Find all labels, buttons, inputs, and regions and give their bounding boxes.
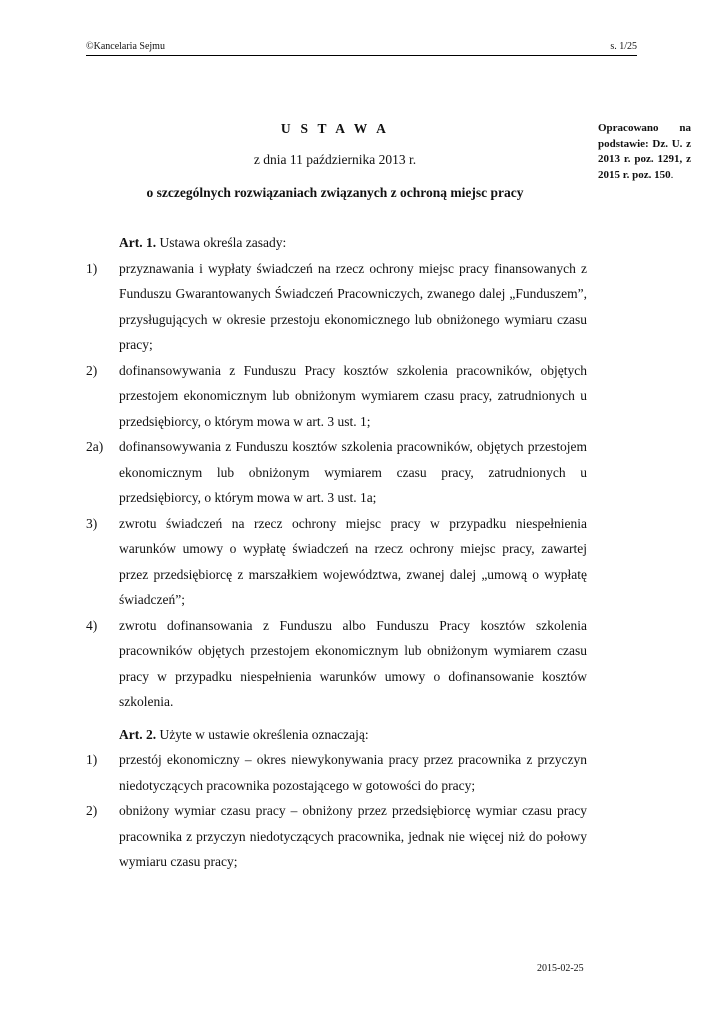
document-body: [86, 230, 587, 875]
article-1-point: [86, 256, 587, 358]
act-date: z dnia 11 października 2013 r.: [253, 152, 417, 167]
page-header: [86, 38, 637, 56]
article-2-point: [86, 747, 587, 798]
point-text: przyznawania i wypłaty świadczeń na rzecz ochrony miejsc pracy finansowanych z Funduszu Gwarantowanych Świadczeń Pracowniczych, zwanego dalej „Funduszem”, przysługujących w okresie przestoju ekonomicznego lub obniżonego wymiaru czasu pracy;: [119, 260, 587, 352]
source-note-period: .: [670, 168, 674, 181]
article-1-intro: [119, 230, 587, 256]
point-number: 2): [86, 362, 98, 378]
article-2-label: Art. 2.: [119, 726, 157, 742]
point-text: dofinansowywania z Funduszu kosztów szkolenia pracowników, objętych przestojem ekonomicznym lub obniżonym wymiarem czasu pracy, zatrudnionych u przedsiębiorcy, o którym mowa w art. 3 ust. 1a;: [119, 439, 587, 505]
act-subject: o szczególnych rozwiązaniach związanych z ochroną miejsc pracy: [146, 185, 524, 200]
footer-date: 2015-02-25: [537, 963, 584, 974]
point-number: 1): [86, 752, 98, 767]
point-text: zwrotu świadczeń na rzecz ochrony miejsc pracy w przypadku niespełnienia warunków umowy o wypłatę świadczeń na rzecz ochrony miejsc pracy, zawartej przez przedsiębiorcę z marszałkiem województwa, zwanej dalej „umową o wypłatę świadczeń”;: [119, 515, 587, 607]
article-1-label: Art. 1.: [119, 235, 157, 250]
article-1-point: [86, 511, 587, 613]
point-text: obniżony wymiar czasu pracy – obniżony przez przedsiębiorcę wymiar czasu pracy pracownika z przyczyn niedotyczących pracownika, jednak nie więcej niż do połowy wymiaru czasu pracy;: [119, 803, 587, 869]
point-text: przestój ekonomiczny – okres niewykonywania pracy przez pracownika z przyczyn niedotyczących pracownika pozostającego w gotowości do pracy;: [119, 752, 587, 793]
article-1-point: [86, 613, 587, 715]
article-1-point: [86, 358, 587, 435]
source-note: [598, 121, 691, 183]
point-number: 3): [86, 515, 98, 531]
article-2-intro-text: Użyte w ustawie określenia oznaczają:: [156, 726, 369, 742]
act-title: U S T A W A: [280, 121, 390, 136]
article-2-intro: [119, 722, 587, 748]
point-number: 4): [86, 617, 98, 633]
source-note-text: Opracowano na podstawie: Dz. U. z 2013 r. poz. 1291, z 2015 r. poz. 150: [598, 122, 691, 181]
article-1-intro-text: Ustawa określa zasady:: [156, 235, 287, 250]
point-number: 2): [86, 803, 98, 818]
publisher-label: ©Kancelaria Sejmu: [86, 41, 165, 52]
point-number: 1): [86, 260, 98, 276]
article-2-point: [86, 798, 587, 875]
article-1-point: [86, 434, 587, 511]
point-text: zwrotu dofinansowania z Funduszu albo Funduszu Pracy kosztów szkolenia pracowników objętych przestojem ekonomicznym lub obniżonym wymiarem czasu pracy w przypadku niespełnienia warunków umowy o dofinansowanie kosztów szkolenia.: [119, 617, 587, 709]
point-number: 2a): [86, 439, 104, 454]
point-text: dofinansowywania z Funduszu Pracy kosztów szkolenia pracowników, objętych przestojem ekonomicznym lub obniżonym wymiarem czasu pracy, zatrudnionych u przedsiębiorcy, o którym mowa w art. 3 ust. 1;: [119, 362, 587, 429]
page-number: s. 1/25: [610, 41, 637, 52]
